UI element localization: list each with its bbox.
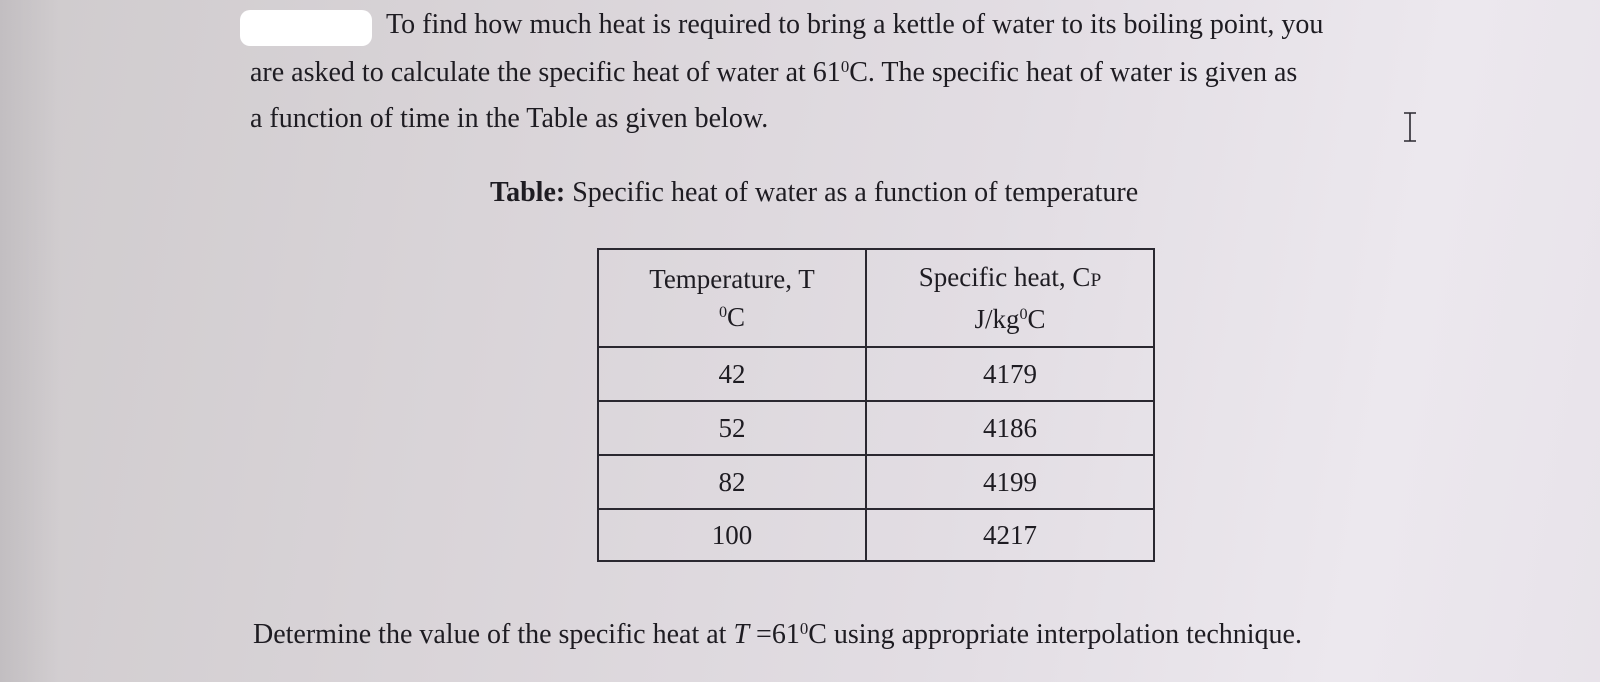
cell-temperature: 100: [598, 509, 866, 561]
header-temperature: [598, 249, 866, 347]
text-cursor-icon: [1403, 112, 1417, 142]
cell-temperature: 52: [598, 401, 866, 455]
header-temperature-label: Temperature, T: [649, 264, 815, 294]
degree-superscript: 0: [840, 56, 850, 76]
paragraph-line-3: a function of time in the Table as given below.: [250, 103, 769, 134]
header-cp-unit-degree: 0: [1019, 305, 1028, 324]
question-variable: T: [733, 619, 750, 650]
table-caption: [490, 176, 1138, 210]
header-specific-heat-label: [867, 258, 1153, 300]
header-temperature-unit-text: C: [727, 302, 746, 332]
question-equals: =61: [749, 619, 800, 650]
paragraph-line-2: [250, 56, 1297, 90]
paragraph-line-1: To find how much heat is required to bring a kettle of water to its boiling point, you: [386, 9, 1324, 40]
table-row: [598, 401, 1154, 455]
table-row: [598, 509, 1154, 561]
paragraph-line-2-text-end: C. The specific heat of water is given as: [849, 57, 1298, 88]
page-edge-shadow: [0, 0, 60, 682]
question-text-end: C using appropriate interpolation technique.: [808, 619, 1302, 650]
cell-specific-heat: 4199: [866, 455, 1154, 509]
header-cp-unit-c: C: [1027, 304, 1046, 334]
header-cp-subscript: P: [1090, 270, 1102, 291]
redaction-box: [240, 10, 372, 46]
table-row: [598, 455, 1154, 509]
cell-temperature: 82: [598, 455, 866, 509]
header-temperature-degree: 0: [718, 303, 728, 322]
specific-heat-table: [597, 248, 1155, 562]
caption-text: Specific heat of water as a function of temperature: [565, 177, 1139, 208]
paragraph-line-2-text: are asked to calculate the specific heat of water at 61: [250, 57, 841, 88]
question-text: [253, 618, 1302, 652]
cell-specific-heat: 4179: [866, 347, 1154, 401]
header-temperature-unit: [599, 298, 865, 336]
table-row: [598, 347, 1154, 401]
header-specific-heat-unit: [867, 300, 1153, 338]
question-degree: 0: [799, 618, 809, 638]
header-cp-unit-text: J/kg: [974, 304, 1020, 334]
question-text-start: Determine the value of the specific heat at: [253, 619, 734, 650]
caption-label: Table:: [490, 177, 566, 208]
cell-specific-heat: 4217: [866, 509, 1154, 561]
cell-specific-heat: 4186: [866, 401, 1154, 455]
header-cp-text: Specific heat, C: [918, 262, 1091, 292]
table-header-row: [598, 249, 1154, 347]
header-specific-heat: [866, 249, 1154, 347]
cell-temperature: 42: [598, 347, 866, 401]
